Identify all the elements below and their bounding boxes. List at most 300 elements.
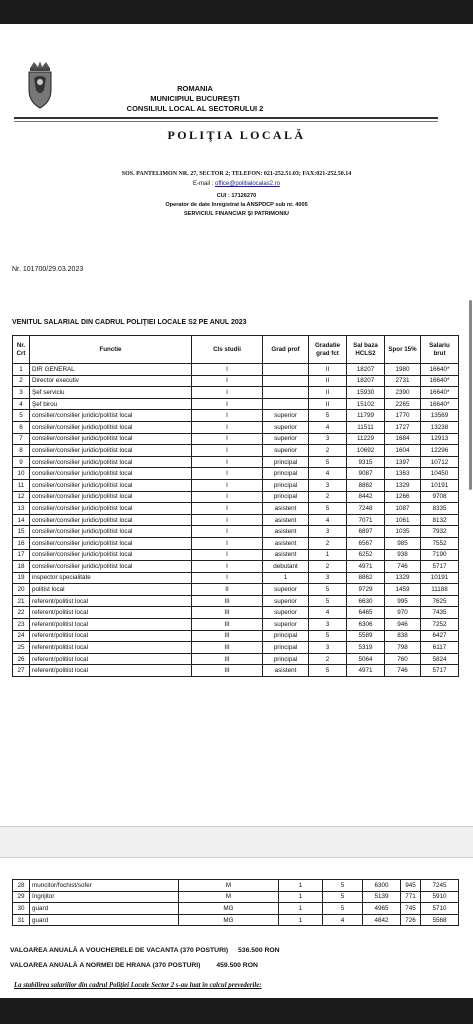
cell-spor: 1727	[385, 421, 421, 433]
cell-spor: 838	[385, 630, 421, 642]
cell-sal-baza: 6306	[347, 619, 385, 631]
table-row	[13, 526, 459, 538]
table-row	[13, 914, 459, 926]
cell-spor: 1770	[385, 410, 421, 422]
cell-salariu-brut: 9708	[421, 491, 459, 503]
cell-gradatie: II	[309, 375, 347, 387]
table-row	[13, 491, 459, 503]
cell-sal-baza: 7071	[347, 514, 385, 526]
cell-grad-prof: superior	[263, 595, 309, 607]
cell-grad-prof	[263, 387, 309, 399]
service-line: SERVICIUL FINANCIAR ŞI PATRIMONIU	[184, 211, 289, 217]
cell-nr: 20	[13, 584, 30, 596]
cell-grad-prof: principal	[263, 653, 309, 665]
table-row	[13, 387, 459, 399]
cell-gradatie: 5	[309, 456, 347, 468]
cell-salariu-brut: 16640*	[421, 375, 459, 387]
cell-salariu-brut: 7552	[421, 537, 459, 549]
table-row	[13, 549, 459, 561]
cell-nr: 23	[13, 619, 30, 631]
table-row	[13, 880, 459, 892]
table-row	[13, 619, 459, 631]
cell-grad-prof: debutant	[263, 561, 309, 573]
table-row	[13, 561, 459, 573]
cell-spor: 2265	[385, 398, 421, 410]
cell-gradatie: 3	[309, 479, 347, 491]
cell-cls-studii: I	[192, 433, 263, 445]
coat-of-arms-icon	[24, 60, 56, 110]
cell-grad-prof: principal	[263, 642, 309, 654]
cell-functie: muncitor/fochist/sofer	[30, 880, 179, 892]
cell-cls-studii: I	[192, 468, 263, 480]
header-rule	[14, 117, 438, 119]
cell-grad-prof	[263, 398, 309, 410]
cell-spor: 970	[385, 607, 421, 619]
cell-salariu-brut: 13569	[421, 410, 459, 422]
cell-nr: 26	[13, 653, 30, 665]
cell-cls-studii: I	[192, 421, 263, 433]
salary-table-continued	[12, 879, 459, 926]
header-rule-thin	[14, 121, 438, 122]
cell-nr: 25	[13, 642, 30, 654]
cell-salariu-brut: 8132	[421, 514, 459, 526]
cell-nr: 30	[13, 903, 30, 915]
cell-salariu-brut: 10450	[421, 468, 459, 480]
cell-sal-baza: 9087	[347, 468, 385, 480]
cell-spor: 938	[385, 549, 421, 561]
cell-functie: Director executiv	[30, 375, 192, 387]
cell-gradatie: 2	[309, 653, 347, 665]
cell-cls-studii: I	[192, 479, 263, 491]
cell-gradatie: 5	[309, 503, 347, 515]
cell-sal-baza: 4965	[363, 903, 401, 915]
cell-cls-studii: I	[192, 537, 263, 549]
table-row	[13, 433, 459, 445]
cell-functie: consilier/consilier juridic/politist local	[30, 479, 192, 491]
cell-cls-studii: I	[192, 375, 263, 387]
cell-gradatie: 2	[309, 491, 347, 503]
cell-salariu-brut: 8335	[421, 503, 459, 515]
cell-spor: 945	[401, 880, 421, 892]
cell-salariu-brut: 5710	[421, 903, 459, 915]
cell-spor: 760	[385, 653, 421, 665]
cell-salariu-brut: 11188	[421, 584, 459, 596]
cell-functie: consilier/consilier juridic/politist local	[30, 526, 192, 538]
cell-nr: 7	[13, 433, 30, 445]
col-header-salariu-brut: Salariu brut	[421, 336, 459, 364]
salary-table	[12, 335, 459, 677]
cell-gradatie: 2	[309, 561, 347, 573]
cell-functie: Şef birou	[30, 398, 192, 410]
cell-salariu-brut: 10191	[421, 572, 459, 584]
cell-spor: 1980	[385, 364, 421, 376]
cell-salariu-brut: 7625	[421, 595, 459, 607]
cell-nr: 1	[13, 364, 30, 376]
cell-nr: 8	[13, 445, 30, 457]
table-row	[13, 421, 459, 433]
cell-grad-prof: 1	[263, 572, 309, 584]
cell-nr: 21	[13, 595, 30, 607]
cell-spor: 2731	[385, 375, 421, 387]
cell-cls-studii: I	[192, 526, 263, 538]
cell-sal-baza: 6300	[363, 880, 401, 892]
cell-functie: consilier/consilier juridic/politist local	[30, 456, 192, 468]
cell-spor: 1363	[385, 468, 421, 480]
cell-cls-studii: III	[192, 630, 263, 642]
cell-cls-studii: I	[192, 572, 263, 584]
cell-sal-baza: 5319	[347, 642, 385, 654]
table-row	[13, 364, 459, 376]
cell-spor: 1684	[385, 433, 421, 445]
cell-functie: consilier/consilier juridic/politist local	[30, 503, 192, 515]
cell-functie: consilier/consilier juridic/politist local	[30, 445, 192, 457]
cell-cls-studii: I	[192, 364, 263, 376]
food-label: VALOAREA ANUALĂ A NORMEI DE HRANA (370 POSTURI)	[10, 962, 201, 969]
cell-gradatie: 3	[309, 642, 347, 654]
cell-spor: 798	[385, 642, 421, 654]
cell-sal-baza: 11799	[347, 410, 385, 422]
vouchers-value: 536.500 RON	[238, 947, 280, 954]
cell-grad-prof	[263, 375, 309, 387]
cell-cls-studii: I	[192, 445, 263, 457]
table-row	[13, 468, 459, 480]
cell-grad-prof: 1	[279, 914, 323, 926]
col-header-cls-studii: Cls studii	[192, 336, 263, 364]
cell-nr: 16	[13, 537, 30, 549]
cell-salariu-brut: 7190	[421, 549, 459, 561]
cell-salariu-brut: 10712	[421, 456, 459, 468]
cell-gradatie: 4	[309, 421, 347, 433]
cell-nr: 31	[13, 914, 30, 926]
viewer-top-bar	[0, 0, 473, 24]
table-caption: VENITUL SALARIAL DIN CADRUL POLIŢIEI LOCALE S2 PE ANUL 2023	[12, 319, 247, 326]
cell-grad-prof: superior	[263, 433, 309, 445]
cell-spor: 985	[385, 537, 421, 549]
cell-functie: consilier/consilier juridic/politist local	[30, 514, 192, 526]
cell-cls-studii: III	[192, 607, 263, 619]
cell-grad-prof: 1	[279, 903, 323, 915]
cell-spor: 995	[385, 595, 421, 607]
cell-grad-prof: 1	[279, 880, 323, 892]
cell-functie: Şef serviciu	[30, 387, 192, 399]
cell-functie: politist local	[30, 584, 192, 596]
cell-cls-studii: MG	[179, 914, 279, 926]
cell-sal-baza: 10692	[347, 445, 385, 457]
cell-salariu-brut: 6427	[421, 630, 459, 642]
cell-gradatie: 5	[323, 903, 363, 915]
cell-salariu-brut: 7932	[421, 526, 459, 538]
table-row	[13, 410, 459, 422]
cell-gradatie: 5	[309, 595, 347, 607]
cell-functie: consilier/consilier juridic/politist local	[30, 561, 192, 573]
table-row	[13, 607, 459, 619]
cell-gradatie: 1	[309, 549, 347, 561]
cell-cls-studii: II	[192, 584, 263, 596]
operator-line: Operator de date înregistrat la ANSPDCP sub nr. 4005	[165, 202, 308, 208]
table-row	[13, 653, 459, 665]
cell-salariu-brut: 7252	[421, 619, 459, 631]
cell-grad-prof: asistent	[263, 526, 309, 538]
cell-sal-baza: 6567	[347, 537, 385, 549]
cell-salariu-brut: 5824	[421, 653, 459, 665]
cell-cls-studii: I	[192, 503, 263, 515]
scrollbar-thumb[interactable]	[469, 300, 472, 490]
table-row	[13, 572, 459, 584]
cell-functie: referent/politist local	[30, 653, 192, 665]
cell-gradatie: 4	[309, 514, 347, 526]
table-row	[13, 537, 459, 549]
cell-sal-baza: 4842	[363, 914, 401, 926]
cell-functie: consilier/consilier juridic/politist local	[30, 468, 192, 480]
address-line: SOS. PANTELIMON NR. 27, SECTOR 2; TELEFON: 021-252.51.03; FAX:021-252.50.14	[121, 171, 352, 177]
cell-spor: 771	[401, 891, 421, 903]
cell-sal-baza: 11511	[347, 421, 385, 433]
cell-sal-baza: 6897	[347, 526, 385, 538]
cell-gradatie: 4	[309, 607, 347, 619]
cell-nr: 9	[13, 456, 30, 468]
cell-salariu-brut: 5717	[421, 561, 459, 573]
cell-salariu-brut: 5717	[421, 665, 459, 677]
cell-spor: 726	[401, 914, 421, 926]
cell-salariu-brut: 13238	[421, 421, 459, 433]
cell-spor: 745	[401, 903, 421, 915]
cell-gradatie: 5	[309, 665, 347, 677]
table-row	[13, 514, 459, 526]
cell-cls-studii: I	[192, 387, 263, 399]
cell-gradatie: II	[309, 387, 347, 399]
cell-sal-baza: 15102	[347, 398, 385, 410]
cell-salariu-brut: 7245	[421, 880, 459, 892]
cell-sal-baza: 6630	[347, 595, 385, 607]
cell-gradatie: 3	[309, 526, 347, 538]
cell-cls-studii: I	[192, 456, 263, 468]
cell-nr: 6	[13, 421, 30, 433]
cell-nr: 11	[13, 479, 30, 491]
cell-sal-baza: 8442	[347, 491, 385, 503]
cell-cls-studii: I	[192, 491, 263, 503]
cell-cls-studii: I	[192, 561, 263, 573]
table-row	[13, 642, 459, 654]
cell-sal-baza: 4971	[347, 665, 385, 677]
table-row	[13, 445, 459, 457]
col-header-spor: Spor 15%	[385, 336, 421, 364]
cell-functie: guard	[30, 914, 179, 926]
table-row	[13, 595, 459, 607]
cell-nr: 17	[13, 549, 30, 561]
cell-sal-baza: 18207	[347, 375, 385, 387]
cell-nr: 19	[13, 572, 30, 584]
table-row	[13, 503, 459, 515]
col-header-grad-prof: Grad prof	[263, 336, 309, 364]
email-label: E-mail :	[192, 181, 215, 187]
cell-functie: referent/politist local	[30, 642, 192, 654]
cell-nr: 29	[13, 891, 30, 903]
cell-sal-baza: 8862	[347, 479, 385, 491]
cell-grad-prof	[263, 364, 309, 376]
cell-sal-baza: 4971	[347, 561, 385, 573]
cell-nr: 10	[13, 468, 30, 480]
cell-grad-prof: asistent	[263, 503, 309, 515]
cell-cls-studii: MG	[179, 903, 279, 915]
cell-functie: consilier/consilier juridic/politist local	[30, 433, 192, 445]
header-country: ROMANIA	[177, 84, 213, 93]
cell-grad-prof: asistent	[263, 665, 309, 677]
table-row	[13, 584, 459, 596]
cell-grad-prof: superior	[263, 607, 309, 619]
cell-nr: 28	[13, 880, 30, 892]
cell-nr: 24	[13, 630, 30, 642]
cell-functie: referent/politist local	[30, 595, 192, 607]
cell-cls-studii: III	[192, 619, 263, 631]
cell-salariu-brut: 10191	[421, 479, 459, 491]
cell-grad-prof: superior	[263, 421, 309, 433]
table-row	[13, 630, 459, 642]
cell-functie: consilier/consilier juridic/politist local	[30, 537, 192, 549]
cell-spor: 2390	[385, 387, 421, 399]
cell-nr: 12	[13, 491, 30, 503]
cell-functie: inspector specialitate	[30, 572, 192, 584]
vouchers-label: VALOAREA ANUALĂ A VOUCHERELE DE VACANTA (370 POSTURI)	[10, 947, 229, 954]
cell-sal-baza: 6465	[347, 607, 385, 619]
cell-spor: 1329	[385, 479, 421, 491]
institution-name: POLIŢIA LOCALĂ	[167, 128, 306, 142]
table-row	[13, 398, 459, 410]
cell-salariu-brut: 12913	[421, 433, 459, 445]
cell-gradatie: 3	[309, 433, 347, 445]
cell-gradatie: II	[309, 364, 347, 376]
cell-sal-baza: 15930	[347, 387, 385, 399]
cell-spor: 1035	[385, 526, 421, 538]
table-row	[13, 479, 459, 491]
col-header-nr: Nr. Crt	[13, 336, 30, 364]
cell-sal-baza: 7248	[347, 503, 385, 515]
cell-gradatie: II	[309, 398, 347, 410]
cell-grad-prof: superior	[263, 584, 309, 596]
cell-nr: 3	[13, 387, 30, 399]
cell-grad-prof: principal	[263, 479, 309, 491]
cell-grad-prof: principal	[263, 456, 309, 468]
cell-spor: 746	[385, 561, 421, 573]
cell-functie: referent/politist local	[30, 665, 192, 677]
cell-salariu-brut: 5568	[421, 914, 459, 926]
table-header-row	[13, 336, 459, 364]
cell-cls-studii: III	[192, 665, 263, 677]
cell-grad-prof: asistent	[263, 549, 309, 561]
cell-gradatie: 5	[309, 410, 347, 422]
cell-cls-studii: I	[192, 410, 263, 422]
cell-nr: 2	[13, 375, 30, 387]
food-line	[10, 962, 258, 969]
email-link[interactable]: office@politialocalas2.ro	[215, 181, 281, 187]
cell-gradatie: 5	[309, 584, 347, 596]
cell-gradatie: 5	[323, 880, 363, 892]
cell-gradatie: 4	[323, 914, 363, 926]
cell-gradatie: 2	[309, 445, 347, 457]
cell-grad-prof: superior	[263, 445, 309, 457]
cell-functie: consilier/consilier juridic/politist local	[30, 421, 192, 433]
cell-salariu-brut: 12296	[421, 445, 459, 457]
cell-grad-prof: asistent	[263, 537, 309, 549]
cell-spor: 1459	[385, 584, 421, 596]
cell-gradatie: 3	[309, 619, 347, 631]
header-municipality: MUNICIPIUL BUCUREŞTI	[150, 94, 240, 103]
cell-gradatie: 5	[323, 891, 363, 903]
table-row	[13, 665, 459, 677]
cell-cls-studii: I	[192, 514, 263, 526]
cell-grad-prof: principal	[263, 630, 309, 642]
cell-salariu-brut: 5910	[421, 891, 459, 903]
cell-grad-prof: asistent	[263, 514, 309, 526]
cell-grad-prof: superior	[263, 619, 309, 631]
cell-grad-prof: superior	[263, 410, 309, 422]
cell-sal-baza: 5139	[363, 891, 401, 903]
cell-sal-baza: 9729	[347, 584, 385, 596]
cui-line: CUI : 17126270	[216, 193, 257, 199]
cell-nr: 5	[13, 410, 30, 422]
cell-sal-baza: 5064	[347, 653, 385, 665]
cell-nr: 18	[13, 561, 30, 573]
email-line	[0, 180, 473, 188]
cell-gradatie: 5	[309, 630, 347, 642]
cell-spor: 1061	[385, 514, 421, 526]
food-value: 459.500 RON	[216, 962, 258, 969]
cell-grad-prof: principal	[263, 468, 309, 480]
cell-sal-baza: 8862	[347, 572, 385, 584]
cell-salariu-brut: 7435	[421, 607, 459, 619]
registration-number: Nr. 101700/29.03.2023	[12, 266, 84, 273]
cell-sal-baza: 11229	[347, 433, 385, 445]
table-row	[13, 891, 459, 903]
cell-cls-studii: M	[179, 891, 279, 903]
cell-salariu-brut: 6117	[421, 642, 459, 654]
cell-salariu-brut: 16640*	[421, 364, 459, 376]
cell-functie: consilier/consilier juridic/politist local	[30, 410, 192, 422]
cell-nr: 14	[13, 514, 30, 526]
cell-functie: referent/politist local	[30, 619, 192, 631]
col-header-sal-baza: Sal baza HCLS2	[347, 336, 385, 364]
table-row	[13, 903, 459, 915]
cell-functie: DIR GENERAL	[30, 364, 192, 376]
vouchers-line	[10, 947, 280, 954]
table-row	[13, 375, 459, 387]
cell-functie: consilier/consilier juridic/politist local	[30, 491, 192, 503]
cell-grad-prof: principal	[263, 491, 309, 503]
cell-spor: 1329	[385, 572, 421, 584]
page-break	[0, 826, 473, 858]
cell-spor: 1397	[385, 456, 421, 468]
cell-spor: 1604	[385, 445, 421, 457]
cell-nr: 22	[13, 607, 30, 619]
cell-grad-prof: 1	[279, 891, 323, 903]
table-row	[13, 456, 459, 468]
col-header-gradatie: Gradatie grad fct	[309, 336, 347, 364]
cell-nr: 15	[13, 526, 30, 538]
cell-nr: 27	[13, 665, 30, 677]
cell-cls-studii: III	[192, 595, 263, 607]
cell-cls-studii: III	[192, 653, 263, 665]
cell-nr: 4	[13, 398, 30, 410]
cell-spor: 746	[385, 665, 421, 677]
cell-functie: guard	[30, 903, 179, 915]
cell-functie: referent/politist local	[30, 630, 192, 642]
cell-sal-baza: 18207	[347, 364, 385, 376]
cell-spor: 946	[385, 619, 421, 631]
cell-functie: referent/politist local	[30, 607, 192, 619]
cell-spor: 1266	[385, 491, 421, 503]
cell-functie: îngrijitor	[30, 891, 179, 903]
cell-functie: consilier/consilier juridic/politist local	[30, 549, 192, 561]
cell-cls-studii: I	[192, 549, 263, 561]
